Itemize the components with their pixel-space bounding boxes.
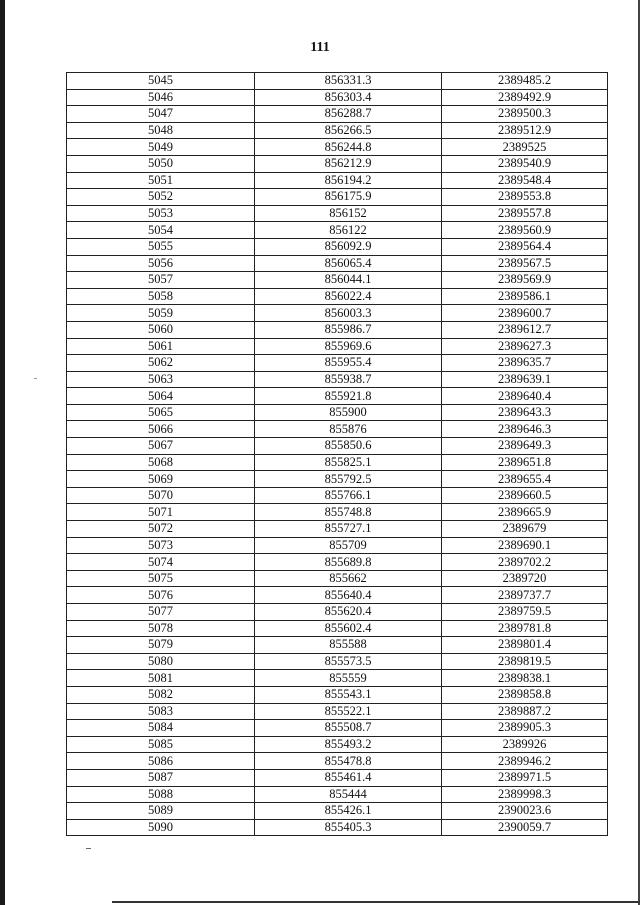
y-coordinate-cell: 2389643.3	[442, 404, 608, 421]
x-coordinate-cell: 856122	[255, 222, 442, 239]
x-coordinate-cell: 856194.2	[255, 172, 442, 189]
y-coordinate-cell: 2389998.3	[442, 786, 608, 803]
x-coordinate-cell: 855876	[255, 421, 442, 438]
point-number-cell: 5085	[67, 736, 255, 753]
y-coordinate-cell: 2389905.3	[442, 720, 608, 737]
point-number-cell: 5048	[67, 122, 255, 139]
y-coordinate-cell: 2389557.8	[442, 205, 608, 222]
y-coordinate-cell: 2389655.4	[442, 471, 608, 488]
x-coordinate-cell: 855938.7	[255, 371, 442, 388]
table-row	[67, 554, 608, 571]
y-coordinate-cell: 2389926	[442, 736, 608, 753]
x-coordinate-cell: 855559	[255, 670, 442, 687]
x-coordinate-cell: 855543.1	[255, 686, 442, 703]
table-row	[67, 620, 608, 637]
table-row	[67, 172, 608, 189]
x-coordinate-cell: 855493.2	[255, 736, 442, 753]
table-row	[67, 139, 608, 156]
point-number-cell: 5083	[67, 703, 255, 720]
x-coordinate-cell: 855825.1	[255, 454, 442, 471]
y-coordinate-cell: 2389500.3	[442, 106, 608, 123]
table-row	[67, 587, 608, 604]
point-number-cell: 5045	[67, 73, 255, 90]
table-row	[67, 686, 608, 703]
table-row	[67, 238, 608, 255]
table-row	[67, 421, 608, 438]
x-coordinate-cell: 855588	[255, 637, 442, 654]
page-number: 111	[310, 40, 330, 55]
point-number-cell: 5057	[67, 272, 255, 289]
y-coordinate-cell: 2389600.7	[442, 305, 608, 322]
point-number-cell: 5074	[67, 554, 255, 571]
y-coordinate-cell: 2389665.9	[442, 504, 608, 521]
scan-left-border	[0, 0, 5, 905]
table-row	[67, 305, 608, 322]
point-number-cell: 5064	[67, 388, 255, 405]
y-coordinate-cell: 2389702.2	[442, 554, 608, 571]
y-coordinate-cell: 2389525	[442, 139, 608, 156]
scan-speck	[34, 378, 37, 379]
table-row	[67, 338, 608, 355]
y-coordinate-cell: 2389858.8	[442, 686, 608, 703]
table-row	[67, 438, 608, 455]
point-number-cell: 5080	[67, 653, 255, 670]
point-number-cell: 5058	[67, 288, 255, 305]
point-number-cell: 5089	[67, 803, 255, 820]
point-number-cell: 5065	[67, 404, 255, 421]
x-coordinate-cell: 855662	[255, 570, 442, 587]
x-coordinate-cell: 855573.5	[255, 653, 442, 670]
point-number-cell: 5076	[67, 587, 255, 604]
y-coordinate-cell: 2389971.5	[442, 769, 608, 786]
point-number-cell: 5088	[67, 786, 255, 803]
y-coordinate-cell: 2389801.4	[442, 637, 608, 654]
y-coordinate-cell: 2389564.4	[442, 238, 608, 255]
x-coordinate-cell: 856152	[255, 205, 442, 222]
table-row	[67, 272, 608, 289]
table-row	[67, 753, 608, 770]
x-coordinate-cell: 855850.6	[255, 438, 442, 455]
point-number-cell: 5055	[67, 238, 255, 255]
x-coordinate-cell: 855640.4	[255, 587, 442, 604]
x-coordinate-cell: 855969.6	[255, 338, 442, 355]
table-row	[67, 786, 608, 803]
table-row	[67, 222, 608, 239]
point-number-cell: 5077	[67, 604, 255, 621]
point-number-cell: 5073	[67, 537, 255, 554]
point-number-cell: 5067	[67, 438, 255, 455]
y-coordinate-cell: 2389759.5	[442, 604, 608, 621]
y-coordinate-cell: 2389737.7	[442, 587, 608, 604]
y-coordinate-cell: 2389492.9	[442, 89, 608, 106]
table-row	[67, 388, 608, 405]
table-row	[67, 670, 608, 687]
y-coordinate-cell: 2389586.1	[442, 288, 608, 305]
x-coordinate-cell: 855602.4	[255, 620, 442, 637]
table-row	[67, 637, 608, 654]
point-number-cell: 5087	[67, 769, 255, 786]
point-number-cell: 5090	[67, 819, 255, 836]
x-coordinate-cell: 856266.5	[255, 122, 442, 139]
table-row	[67, 321, 608, 338]
y-coordinate-cell: 2389649.3	[442, 438, 608, 455]
y-coordinate-cell: 2389567.5	[442, 255, 608, 272]
table-row	[67, 205, 608, 222]
point-number-cell: 5050	[67, 155, 255, 172]
point-number-cell: 5079	[67, 637, 255, 654]
point-number-cell: 5056	[67, 255, 255, 272]
point-number-cell: 5078	[67, 620, 255, 637]
y-coordinate-cell: 2389646.3	[442, 421, 608, 438]
x-coordinate-cell: 855522.1	[255, 703, 442, 720]
point-number-cell: 5066	[67, 421, 255, 438]
x-coordinate-cell: 856303.4	[255, 89, 442, 106]
point-number-cell: 5082	[67, 686, 255, 703]
x-coordinate-cell: 855709	[255, 537, 442, 554]
table-row	[67, 255, 608, 272]
x-coordinate-cell: 855478.8	[255, 753, 442, 770]
y-coordinate-cell: 2389781.8	[442, 620, 608, 637]
table-row	[67, 106, 608, 123]
table-row	[67, 454, 608, 471]
y-coordinate-cell: 2389640.4	[442, 388, 608, 405]
point-number-cell: 5051	[67, 172, 255, 189]
scan-mark	[86, 848, 91, 849]
point-number-cell: 5084	[67, 720, 255, 737]
table-row	[67, 355, 608, 372]
table-row	[67, 155, 608, 172]
y-coordinate-cell: 2389720	[442, 570, 608, 587]
x-coordinate-cell: 855792.5	[255, 471, 442, 488]
y-coordinate-cell: 2389651.8	[442, 454, 608, 471]
coordinates-table-body	[67, 73, 608, 836]
x-coordinate-cell: 856092.9	[255, 238, 442, 255]
table-row	[67, 404, 608, 421]
point-number-cell: 5068	[67, 454, 255, 471]
x-coordinate-cell: 855461.4	[255, 769, 442, 786]
table-row	[67, 803, 608, 820]
x-coordinate-cell: 855405.3	[255, 819, 442, 836]
y-coordinate-cell: 2390023.6	[442, 803, 608, 820]
y-coordinate-cell: 2389887.2	[442, 703, 608, 720]
x-coordinate-cell: 855766.1	[255, 487, 442, 504]
scan-bottom-border	[112, 901, 640, 903]
table-row	[67, 371, 608, 388]
x-coordinate-cell: 856022.4	[255, 288, 442, 305]
table-row	[67, 570, 608, 587]
x-coordinate-cell: 855620.4	[255, 604, 442, 621]
table-row	[67, 504, 608, 521]
table-row	[67, 736, 608, 753]
y-coordinate-cell: 2389512.9	[442, 122, 608, 139]
x-coordinate-cell: 855727.1	[255, 521, 442, 538]
point-number-cell: 5049	[67, 139, 255, 156]
x-coordinate-cell: 856212.9	[255, 155, 442, 172]
table-row	[67, 604, 608, 621]
point-number-cell: 5060	[67, 321, 255, 338]
y-coordinate-cell: 2389838.1	[442, 670, 608, 687]
x-coordinate-cell: 855986.7	[255, 321, 442, 338]
x-coordinate-cell: 856331.3	[255, 73, 442, 90]
y-coordinate-cell: 2389690.1	[442, 537, 608, 554]
table-row	[67, 189, 608, 206]
x-coordinate-cell: 855689.8	[255, 554, 442, 571]
x-coordinate-cell: 855444	[255, 786, 442, 803]
coordinates-table	[66, 72, 608, 836]
x-coordinate-cell: 856244.8	[255, 139, 442, 156]
table-row	[67, 487, 608, 504]
x-coordinate-cell: 856288.7	[255, 106, 442, 123]
point-number-cell: 5046	[67, 89, 255, 106]
y-coordinate-cell: 2389946.2	[442, 753, 608, 770]
table-row	[67, 122, 608, 139]
y-coordinate-cell: 2389679	[442, 521, 608, 538]
point-number-cell: 5071	[67, 504, 255, 521]
point-number-cell: 5059	[67, 305, 255, 322]
point-number-cell: 5053	[67, 205, 255, 222]
table-row	[67, 89, 608, 106]
y-coordinate-cell: 2389612.7	[442, 321, 608, 338]
y-coordinate-cell: 2390059.7	[442, 819, 608, 836]
table-row	[67, 471, 608, 488]
y-coordinate-cell: 2389627.3	[442, 338, 608, 355]
x-coordinate-cell: 855748.8	[255, 504, 442, 521]
point-number-cell: 5072	[67, 521, 255, 538]
y-coordinate-cell: 2389553.8	[442, 189, 608, 206]
point-number-cell: 5054	[67, 222, 255, 239]
x-coordinate-cell: 856044.1	[255, 272, 442, 289]
x-coordinate-cell: 855900	[255, 404, 442, 421]
x-coordinate-cell: 856003.3	[255, 305, 442, 322]
x-coordinate-cell: 855508.7	[255, 720, 442, 737]
table-row	[67, 73, 608, 90]
point-number-cell: 5070	[67, 487, 255, 504]
point-number-cell: 5063	[67, 371, 255, 388]
y-coordinate-cell: 2389485.2	[442, 73, 608, 90]
point-number-cell: 5052	[67, 189, 255, 206]
table-row	[67, 653, 608, 670]
y-coordinate-cell: 2389540.9	[442, 155, 608, 172]
point-number-cell: 5061	[67, 338, 255, 355]
y-coordinate-cell: 2389569.9	[442, 272, 608, 289]
point-number-cell: 5069	[67, 471, 255, 488]
y-coordinate-cell: 2389639.1	[442, 371, 608, 388]
y-coordinate-cell: 2389660.5	[442, 487, 608, 504]
table-row	[67, 720, 608, 737]
x-coordinate-cell: 855955.4	[255, 355, 442, 372]
table-row	[67, 521, 608, 538]
point-number-cell: 5047	[67, 106, 255, 123]
point-number-cell: 5086	[67, 753, 255, 770]
y-coordinate-cell: 2389635.7	[442, 355, 608, 372]
point-number-cell: 5081	[67, 670, 255, 687]
point-number-cell: 5062	[67, 355, 255, 372]
point-number-cell: 5075	[67, 570, 255, 587]
table-row	[67, 288, 608, 305]
table-row	[67, 769, 608, 786]
x-coordinate-cell: 855426.1	[255, 803, 442, 820]
x-coordinate-cell: 855921.8	[255, 388, 442, 405]
table-row	[67, 703, 608, 720]
y-coordinate-cell: 2389560.9	[442, 222, 608, 239]
y-coordinate-cell: 2389819.5	[442, 653, 608, 670]
x-coordinate-cell: 856175.9	[255, 189, 442, 206]
table-row	[67, 819, 608, 836]
x-coordinate-cell: 856065.4	[255, 255, 442, 272]
table-row	[67, 537, 608, 554]
y-coordinate-cell: 2389548.4	[442, 172, 608, 189]
